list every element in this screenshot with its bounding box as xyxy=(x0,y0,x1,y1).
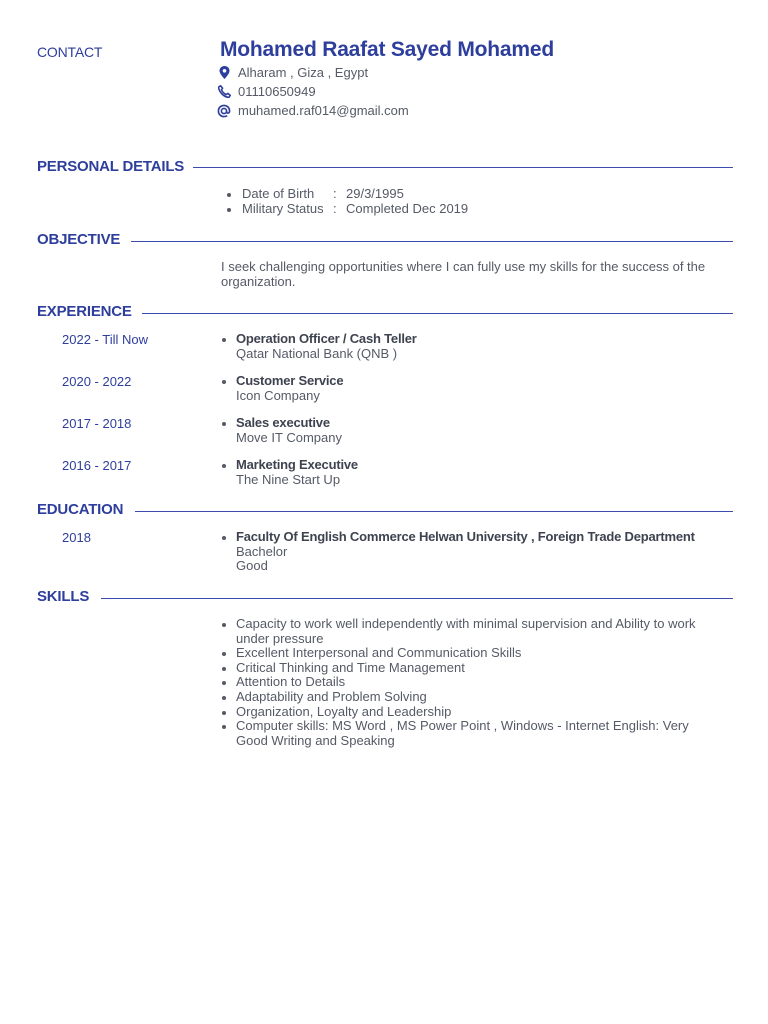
bullet xyxy=(222,696,226,700)
skill-item xyxy=(236,719,696,748)
bullet xyxy=(222,380,226,384)
address-line xyxy=(217,65,368,80)
section-divider xyxy=(135,511,733,512)
skill-item xyxy=(236,675,696,690)
education-heading: EDUCATION xyxy=(37,501,124,518)
skill-text: Computer skills: MS Word , MS Power Point , Windows - Internet English: Very xyxy=(236,718,689,734)
experience-date: 2016 - 2017 xyxy=(62,458,132,473)
section-divider xyxy=(142,313,733,314)
objective-line: I seek challenging opportunities where I can fully use my skills for the success of the xyxy=(221,259,706,274)
skill-item xyxy=(236,690,696,705)
section-divider xyxy=(193,167,733,168)
skills-heading: SKILLS xyxy=(37,588,90,605)
experience-entry xyxy=(236,374,343,403)
skill-text-cont: under pressure xyxy=(236,630,324,646)
bullet xyxy=(222,652,226,656)
bullet xyxy=(227,193,231,197)
military-separator: : xyxy=(333,201,337,216)
experience-entry xyxy=(236,332,417,361)
bullet xyxy=(222,667,226,671)
skill-text-cont: Good Writing and Speaking xyxy=(236,732,395,748)
bullet xyxy=(222,623,226,627)
dob-separator: : xyxy=(333,186,337,201)
skill-item xyxy=(236,705,696,720)
person-name: Mohamed Raafat Sayed Mohamed xyxy=(220,38,554,61)
dob-label: Date of Birth xyxy=(242,186,315,201)
military-label: Military Status xyxy=(242,201,324,216)
skill-text: Capacity to work well independently with minimal supervision and Ability to work xyxy=(236,616,696,631)
bullet xyxy=(222,725,226,729)
objective-heading: OBJECTIVE xyxy=(37,231,121,248)
section-divider xyxy=(101,598,733,599)
phone-icon xyxy=(217,85,231,99)
contact-label: CONTACT xyxy=(37,44,103,60)
skills-list xyxy=(236,617,696,748)
bullet xyxy=(227,208,231,212)
skill-text: Adaptability and Problem Solving xyxy=(236,688,427,704)
address-text: Alharam , Giza , Egypt xyxy=(238,65,369,80)
job-title: Customer Service xyxy=(236,373,344,388)
dob-value: 29/3/1995 xyxy=(346,186,404,201)
experience-entry xyxy=(236,416,342,445)
skill-text: Excellent Interpersonal and Communication Skills xyxy=(236,645,522,661)
personal-details-heading: PERSONAL DETAILS xyxy=(37,158,185,175)
company-name: The Nine Start Up xyxy=(236,471,341,487)
experience-date: 2022 - Till Now xyxy=(62,332,148,347)
bullet xyxy=(222,536,226,540)
skill-text: Attention to Details xyxy=(236,674,346,690)
company-name: Move IT Company xyxy=(236,429,342,445)
objective-line: organization. xyxy=(221,273,296,289)
education-entry xyxy=(236,530,695,574)
grade: Good xyxy=(236,558,268,574)
skill-item xyxy=(236,646,696,661)
phone-text[interactable]: 01110650949 xyxy=(238,84,316,99)
company-name: Qatar National Bank (QNB ) xyxy=(236,345,398,361)
skill-text: Critical Thinking and Time Management xyxy=(236,659,465,675)
email-text[interactable]: muhamed.raf014@gmail.com xyxy=(238,103,409,118)
experience-date: 2020 - 2022 xyxy=(62,374,132,389)
education-date: 2018 xyxy=(62,530,91,545)
objective-text xyxy=(221,260,705,289)
skill-item xyxy=(236,617,696,646)
experience-heading: EXPERIENCE xyxy=(37,303,132,320)
bullet xyxy=(222,711,226,715)
bullet xyxy=(222,464,226,468)
section-divider xyxy=(131,241,733,242)
email-line xyxy=(217,103,409,118)
phone-line xyxy=(217,84,316,99)
experience-entry xyxy=(236,458,358,487)
at-sign-icon xyxy=(217,104,231,118)
skill-text: Organization, Loyalty and Leadership xyxy=(236,703,452,719)
location-pin-icon xyxy=(217,66,231,80)
job-title: Marketing Executive xyxy=(236,457,358,472)
skill-item xyxy=(236,661,696,676)
degree: Bachelor xyxy=(236,543,288,559)
bullet xyxy=(222,681,226,685)
company-name: Icon Company xyxy=(236,387,320,403)
job-title: Sales executive xyxy=(236,415,330,430)
bullet xyxy=(222,422,226,426)
military-value: Completed Dec 2019 xyxy=(346,201,469,216)
bullet xyxy=(222,338,226,342)
experience-date: 2017 - 2018 xyxy=(62,416,132,431)
job-title: Operation Officer / Cash Teller xyxy=(236,331,417,346)
school-name: Faculty Of English Commerce Helwan University , Foreign Trade Department xyxy=(236,529,695,544)
